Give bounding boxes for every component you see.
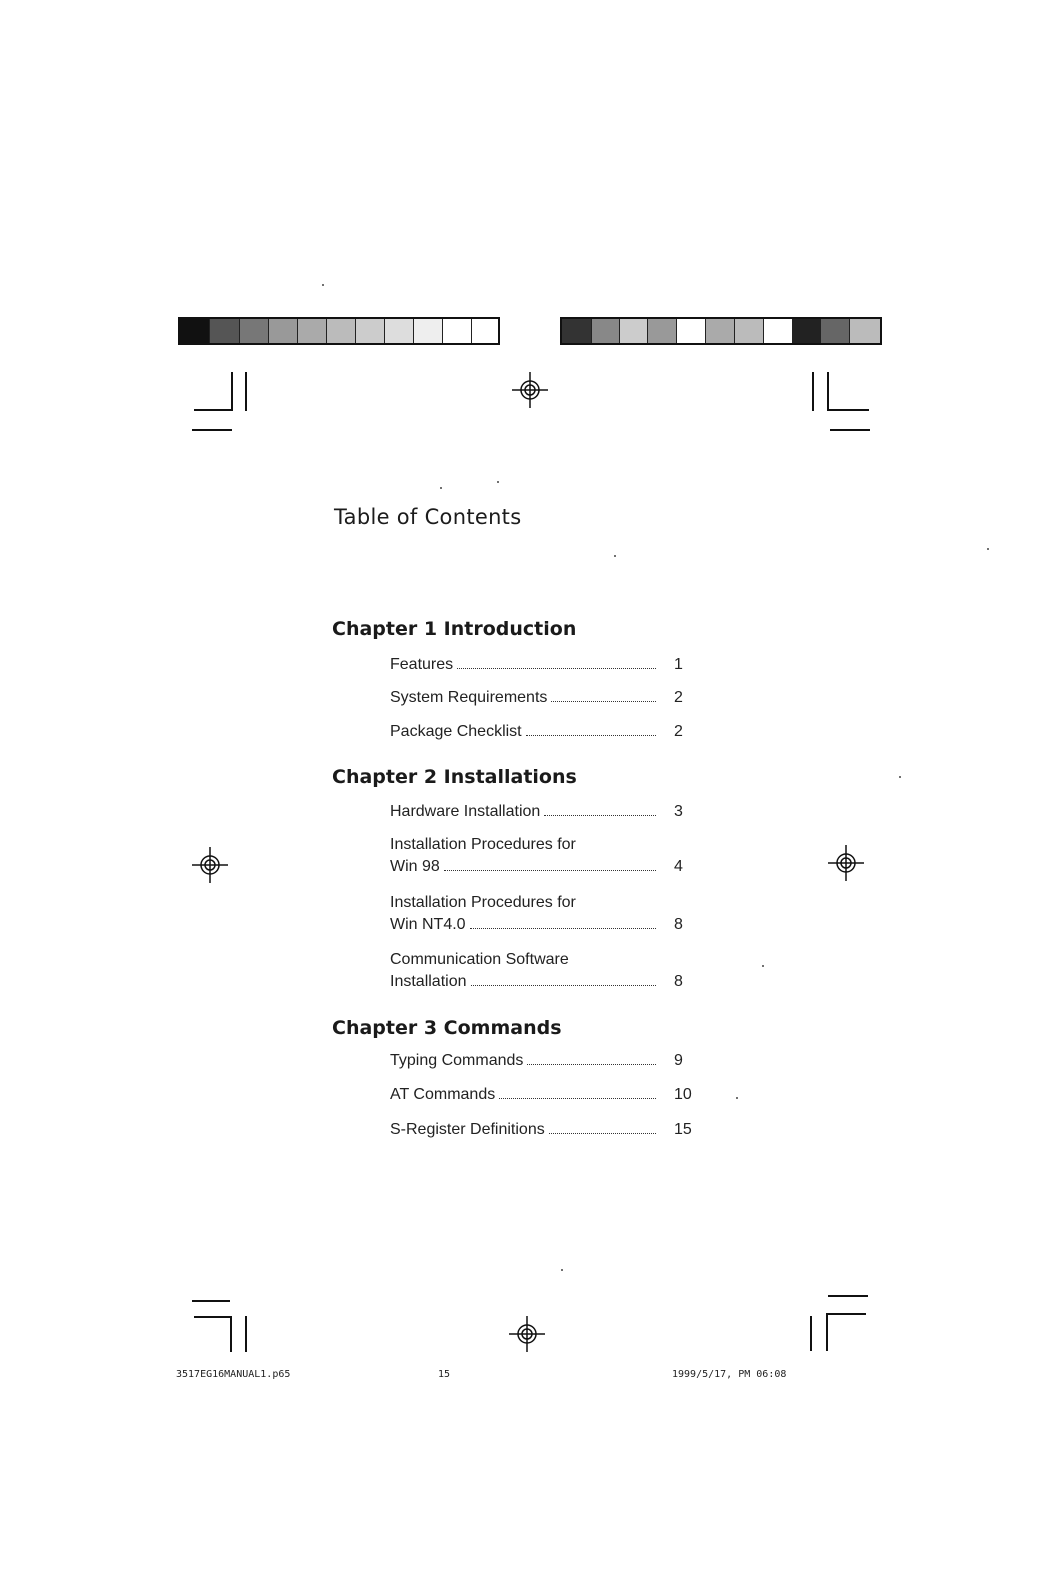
chapter-heading: Chapter 1 Introduction [332,618,577,640]
toc-entry-page: 8 [674,916,683,933]
toc-entry-page: 15 [674,1121,692,1138]
toc-entry-text: Hardware Installation [390,803,541,820]
toc-entry-page: 2 [674,723,683,740]
toc-entry[interactable] [390,1121,696,1139]
page-title: Table of Contents [334,505,522,529]
toc-entry-text: S-Register Definitions [390,1121,545,1138]
toc-entry[interactable] [390,951,696,991]
toc-entry[interactable] [390,803,696,821]
dot-leader [527,1064,656,1065]
dot-leader [499,1098,656,1099]
footer-timestamp: 1999/5/17, PM 06:08 [672,1369,787,1380]
color-bar-right [560,317,882,345]
toc-entry[interactable] [390,836,696,876]
toc-entry[interactable] [390,689,696,707]
footer-page-number: 15 [438,1369,451,1380]
toc-entry-page: 9 [674,1052,683,1069]
toc-entry[interactable] [390,656,696,674]
registration-mark-bottom [509,1316,545,1352]
toc-entry-text-line1: Installation Procedures for [390,836,576,853]
toc-entry-text: Win NT4.0 [390,916,466,933]
toc-entry-page: 8 [674,973,683,990]
toc-entry-page: 3 [674,803,683,820]
toc-entry-text: Package Checklist [390,723,522,740]
chapter-heading: Chapter 3 Commands [332,1017,562,1039]
footer-filename: 3517EG16MANUAL1.p65 [176,1369,291,1380]
toc-entry-text: Typing Commands [390,1052,524,1069]
color-bar-left [178,317,500,345]
toc-entry-text: Installation [390,973,467,990]
dot-leader [470,928,656,929]
dot-leader [544,815,656,816]
toc-entry-page: 10 [674,1086,692,1103]
toc-entry[interactable] [390,894,696,934]
registration-mark-right [828,845,864,881]
toc-entry-text: System Requirements [390,689,548,706]
dot-leader [526,735,656,736]
toc-entry-text-line1: Installation Procedures for [390,894,576,911]
toc-entry-page: 4 [674,858,683,875]
dot-leader [549,1133,656,1134]
toc-entry[interactable] [390,1052,696,1070]
toc-entry-text: Features [390,656,454,673]
chapter-heading: Chapter 2 Installations [332,766,577,788]
toc-entry-text: Win 98 [390,858,440,875]
registration-mark-top [512,372,548,408]
toc-entry[interactable] [390,723,696,741]
toc-entry-page: 1 [674,656,683,673]
toc-entry-text: AT Commands [390,1086,496,1103]
dot-leader [444,870,656,871]
toc-entry-text-line1: Communication Software [390,951,569,968]
dot-leader [551,701,656,702]
toc-entry-page: 2 [674,689,683,706]
registration-mark-left [192,847,228,883]
toc-entry[interactable] [390,1086,696,1104]
dot-leader [457,668,656,669]
dot-leader [471,985,657,986]
